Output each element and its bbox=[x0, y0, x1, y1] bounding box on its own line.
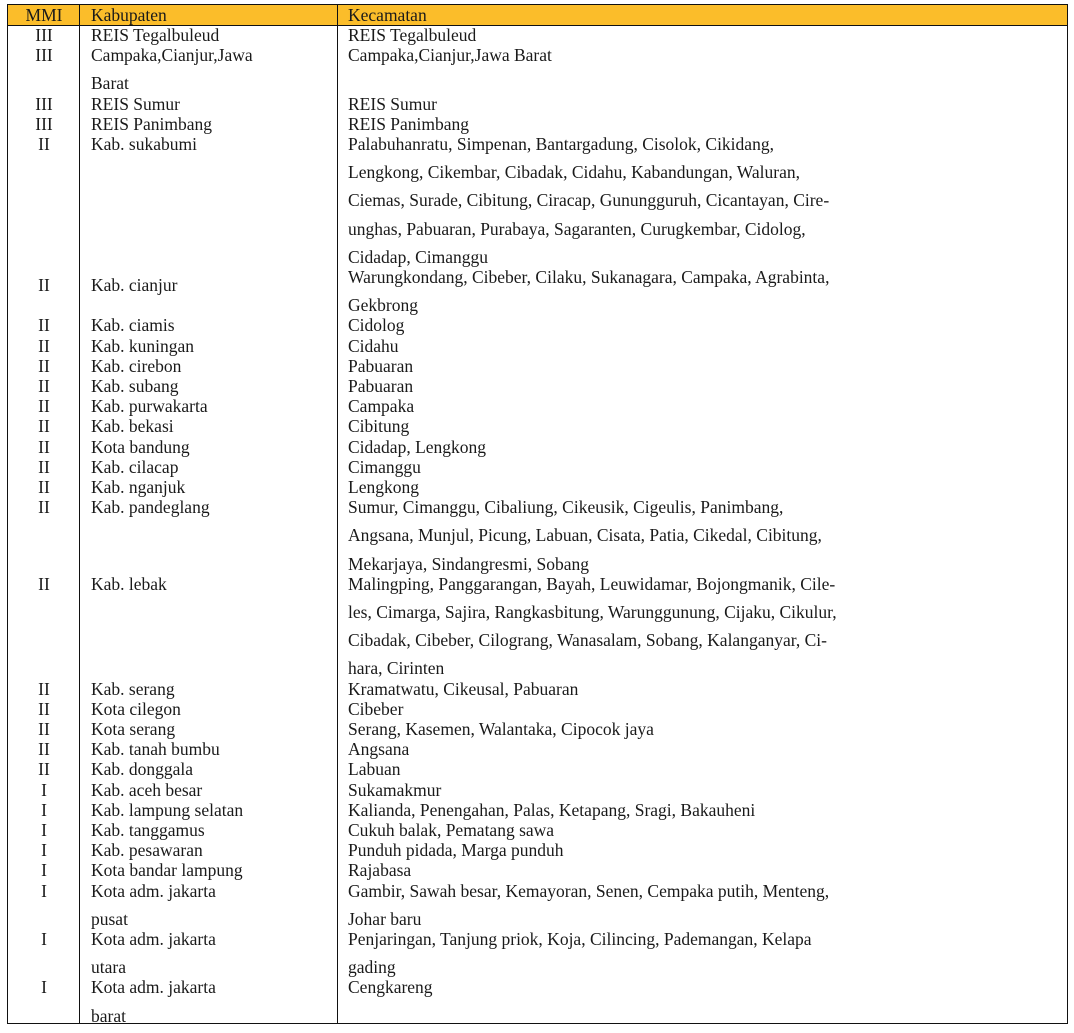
column-divider bbox=[337, 5, 338, 1023]
kecamatan-cell: Punduh pidada, Marga punduh bbox=[348, 840, 564, 861]
kabupaten-cell: Campaka,Cianjur,Jawa bbox=[91, 45, 253, 66]
kecamatan-cell: Ciemas, Surade, Cibitung, Ciracap, Gunungguruh, Cicantayan, Cire- bbox=[348, 190, 830, 211]
kabupaten-cell: Kab. lebak bbox=[91, 573, 167, 594]
kabupaten-cell: Barat bbox=[91, 73, 129, 94]
mmi-cell: II bbox=[38, 759, 50, 780]
kabupaten-cell: Kab. tanah bumbu bbox=[91, 739, 220, 760]
kecamatan-cell: Angsana bbox=[348, 739, 410, 760]
kecamatan-cell: Mekarjaya, Sindangresmi, Sobang bbox=[348, 553, 590, 574]
kecamatan-cell: Kalianda, Penengahan, Palas, Ketapang, Sragi, Bakauheni bbox=[348, 799, 756, 820]
kecamatan-cell: Cimanggu bbox=[348, 456, 421, 477]
mmi-cell: II bbox=[38, 416, 50, 437]
kabupaten-cell: Kota serang bbox=[91, 719, 176, 739]
kecamatan-cell: Cibadak, Cibeber, Cilograng, Wanasalam, Sobang, Kalanganyar, Ci- bbox=[348, 630, 827, 651]
kabupaten-cell: REIS Sumur bbox=[91, 93, 180, 114]
mmi-cell: I bbox=[41, 840, 47, 861]
mmi-cell: II bbox=[38, 573, 50, 594]
kecamatan-cell: gading bbox=[348, 957, 396, 978]
kabupaten-cell: Kota adm. jakarta bbox=[91, 977, 216, 998]
mmi-cell: II bbox=[38, 739, 50, 760]
mmi-table bbox=[7, 4, 1068, 1024]
kabupaten-cell: pusat bbox=[91, 908, 128, 929]
kabupaten-cell: Kab. tanggamus bbox=[91, 820, 205, 840]
mmi-cell: II bbox=[38, 477, 50, 497]
mmi-cell: I bbox=[41, 977, 47, 998]
kecamatan-cell: Pabuaran bbox=[348, 376, 414, 396]
mmi-cell: II bbox=[38, 497, 50, 518]
mmi-cell: I bbox=[41, 929, 47, 949]
kabupaten-cell: Kota bandung bbox=[91, 436, 190, 457]
kabupaten-cell: barat bbox=[91, 1005, 126, 1026]
kecamatan-cell: Labuan bbox=[348, 759, 401, 780]
kecamatan-cell: Lengkong, Cikembar, Cibadak, Cidahu, Kabandungan, Waluran, bbox=[348, 162, 800, 183]
kecamatan-cell: Sukamakmur bbox=[348, 779, 442, 800]
kecamatan-cell: les, Cimarga, Sajira, Rangkasbitung, Warunggunung, Cijaku, Cikulur, bbox=[348, 602, 837, 622]
kabupaten-cell: Kab. sukabumi bbox=[91, 134, 197, 154]
kabupaten-cell: Kab. lampung selatan bbox=[91, 799, 244, 820]
mmi-cell: I bbox=[41, 860, 47, 881]
mmi-cell: II bbox=[38, 335, 50, 356]
kecamatan-cell: Angsana, Munjul, Picung, Labuan, Cisata, Patia, Cikedal, Cibitung, bbox=[348, 525, 822, 546]
mmi-cell: II bbox=[38, 315, 50, 336]
mmi-cell: II bbox=[38, 396, 50, 417]
kecamatan-cell: Penjaringan, Tanjung priok, Koja, Cilincing, Pademangan, Kelapa bbox=[348, 929, 812, 949]
kabupaten-cell: Kab. pesawaran bbox=[91, 840, 203, 861]
kecamatan-cell: Cidolog bbox=[348, 315, 405, 336]
kabupaten-cell: Kota adm. jakarta bbox=[91, 880, 216, 901]
kabupaten-cell: Kab. aceh besar bbox=[91, 779, 203, 800]
mmi-cell: III bbox=[35, 25, 53, 45]
kecamatan-cell: Rajabasa bbox=[348, 860, 412, 881]
mmi-cell: III bbox=[35, 93, 53, 114]
kecamatan-cell: Cidadap, Cimanggu bbox=[348, 246, 488, 267]
kabupaten-cell: Kab. kuningan bbox=[91, 335, 195, 356]
kabupaten-cell: REIS Tegalbuleud bbox=[91, 25, 220, 45]
kabupaten-cell: Kab. cilacap bbox=[91, 456, 179, 477]
mmi-cell: II bbox=[38, 355, 50, 376]
kabupaten-cell: Kab. nganjuk bbox=[91, 477, 186, 497]
kabupaten-cell: Kab. serang bbox=[91, 678, 175, 699]
kabupaten-cell: Kab. donggala bbox=[91, 759, 194, 780]
kecamatan-cell: Johar baru bbox=[348, 908, 422, 929]
kabupaten-cell: Kab. cirebon bbox=[91, 355, 182, 376]
kecamatan-cell: REIS Tegalbuleud bbox=[348, 25, 477, 45]
kecamatan-cell: Gekbrong bbox=[348, 295, 418, 316]
kabupaten-cell: Kab. pandeglang bbox=[91, 497, 210, 518]
column-header-mmi: MMI bbox=[25, 5, 63, 25]
kabupaten-cell: Kab. subang bbox=[91, 376, 179, 396]
mmi-cell: II bbox=[38, 134, 50, 154]
kecamatan-cell: Campaka,Cianjur,Jawa Barat bbox=[348, 45, 552, 66]
mmi-cell: I bbox=[41, 779, 47, 800]
kabupaten-cell: Kota bandar lampung bbox=[91, 860, 243, 881]
table-header-row bbox=[8, 5, 1067, 26]
mmi-cell: II bbox=[38, 456, 50, 477]
kecamatan-cell: Pabuaran bbox=[348, 355, 414, 376]
kecamatan-cell: Sumur, Cimanggu, Cibaliung, Cikeusik, Cigeulis, Panimbang, bbox=[348, 497, 784, 518]
kecamatan-cell: Campaka bbox=[348, 396, 415, 417]
kecamatan-cell: Cidahu bbox=[348, 335, 399, 356]
kabupaten-cell: Kab. bekasi bbox=[91, 416, 174, 437]
kabupaten-cell: Kota cilegon bbox=[91, 698, 181, 719]
mmi-cell: II bbox=[38, 698, 50, 719]
kabupaten-cell: Kab. cianjur bbox=[91, 275, 178, 295]
kecamatan-cell: Palabuhanratu, Simpenan, Bantargadung, Cisolok, Cikidang, bbox=[348, 134, 774, 154]
kecamatan-cell: hara, Cirinten bbox=[348, 658, 445, 679]
kecamatan-cell: Cidadap, Lengkong bbox=[348, 436, 487, 457]
kecamatan-cell: Cibitung bbox=[348, 416, 410, 437]
mmi-cell: III bbox=[35, 113, 53, 134]
column-header-kecamatan: Kecamatan bbox=[348, 5, 427, 25]
kecamatan-cell: REIS Sumur bbox=[348, 93, 437, 114]
column-header-kabupaten: Kabupaten bbox=[91, 5, 167, 25]
kecamatan-cell: Warungkondang, Cibeber, Cilaku, Sukanagara, Campaka, Agrabinta, bbox=[348, 267, 830, 287]
kecamatan-cell: unghas, Pabuaran, Purabaya, Sagaranten, Curugkembar, Cidolog, bbox=[348, 218, 806, 239]
kecamatan-cell: Malingping, Panggarangan, Bayah, Leuwidamar, Bojongmanik, Cile- bbox=[348, 573, 836, 594]
mmi-cell: I bbox=[41, 799, 47, 820]
kabupaten-cell: Kota adm. jakarta bbox=[91, 929, 216, 949]
kabupaten-cell: utara bbox=[91, 957, 126, 978]
kecamatan-cell: Lengkong bbox=[348, 477, 419, 497]
kecamatan-cell: Serang, Kasemen, Walantaka, Cipocok jaya bbox=[348, 719, 654, 739]
mmi-cell: I bbox=[41, 880, 47, 901]
kabupaten-cell: Kab. purwakarta bbox=[91, 396, 208, 417]
mmi-cell: II bbox=[38, 436, 50, 457]
kecamatan-cell: Cengkareng bbox=[348, 977, 433, 998]
kecamatan-cell: Gambir, Sawah besar, Kemayoran, Senen, Cempaka putih, Menteng, bbox=[348, 880, 830, 901]
mmi-cell: II bbox=[38, 275, 50, 295]
mmi-cell: I bbox=[41, 820, 47, 840]
kecamatan-cell: Cukuh balak, Pematang sawa bbox=[348, 820, 555, 840]
kecamatan-cell: REIS Panimbang bbox=[348, 113, 470, 134]
mmi-cell: II bbox=[38, 719, 50, 739]
kabupaten-cell: Kab. ciamis bbox=[91, 315, 175, 336]
kabupaten-cell: REIS Panimbang bbox=[91, 113, 213, 134]
kecamatan-cell: Kramatwatu, Cikeusal, Pabuaran bbox=[348, 678, 579, 699]
kecamatan-cell: Cibeber bbox=[348, 698, 404, 719]
mmi-cell: II bbox=[38, 376, 50, 396]
mmi-cell: III bbox=[35, 45, 53, 66]
mmi-cell: II bbox=[38, 678, 50, 699]
